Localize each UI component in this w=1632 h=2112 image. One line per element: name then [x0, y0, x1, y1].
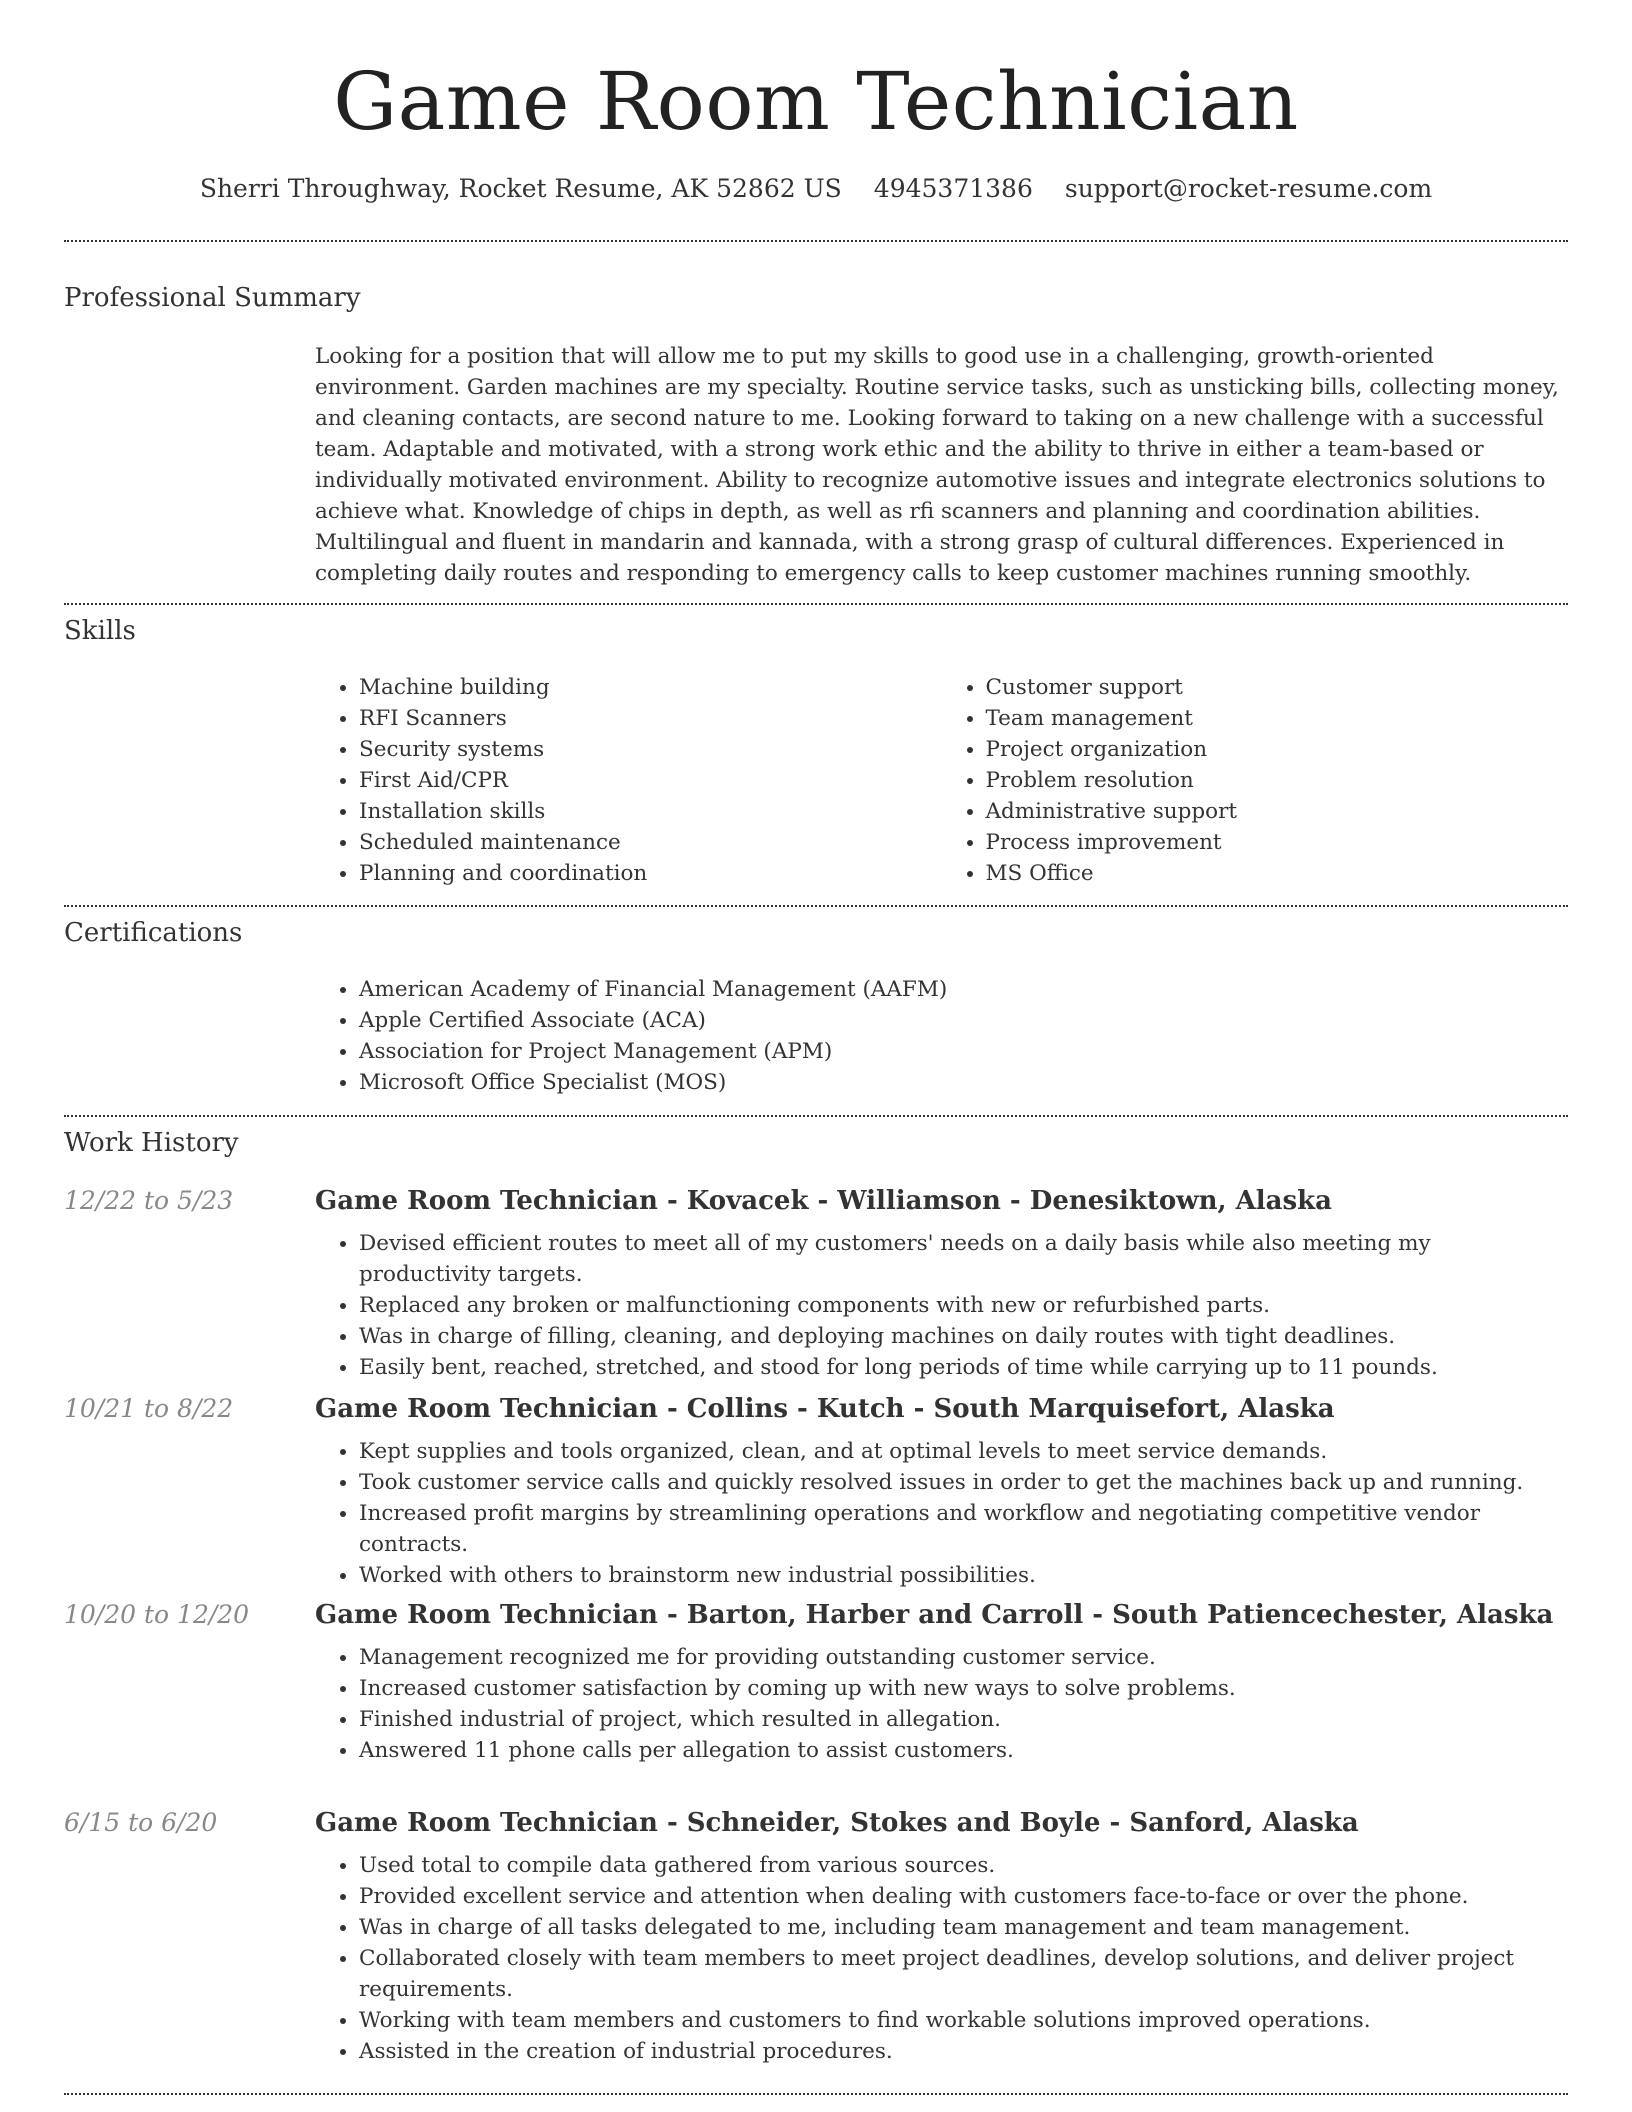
section-divider [64, 2093, 1568, 2095]
list-item: • Answered 11 phone calls per allegation to assist customers. [359, 1735, 1568, 1766]
list-item: • Customer support [986, 672, 1569, 703]
list-item: • Replaced any broken or malfunctioning components with new or refurbished parts. [359, 1290, 1568, 1321]
section-divider [64, 905, 1568, 907]
list-item: • Apple Certified Associate (ACA) [359, 1005, 1568, 1036]
contact-address: Sherri Throughway, Rocket Resume, AK 52862 US [199, 174, 842, 203]
list-item: • Finished industrial of project, which resulted in allegation. [359, 1704, 1568, 1735]
job-bullets [315, 1642, 1568, 1766]
list-item: • Security systems [359, 734, 942, 765]
skills-list-right [942, 672, 1569, 889]
job-dates: 10/21 to 8/22 [64, 1394, 234, 1423]
list-item: • Was in charge of filling, cleaning, and deploying machines on daily routes with tight deadlines. [359, 1321, 1568, 1352]
job-dates: 6/15 to 6/20 [64, 1808, 218, 1837]
list-item: • RFI Scanners [359, 703, 942, 734]
skills-heading: Skills [64, 616, 136, 646]
list-item: • Project organization [986, 734, 1569, 765]
list-item: • Microsoft Office Specialist (MOS) [359, 1067, 1568, 1098]
list-item: • Provided excellent service and attention when dealing with customers face-to-face or over the phone. [359, 1881, 1568, 1912]
job-bullets [315, 1436, 1568, 1591]
job-title: Game Room Technician - Kovacek - Williamson - Denesiktown, Alaska [315, 1186, 1332, 1216]
job-title: Game Room Technician - Collins - Kutch - South Marquisefort, Alaska [315, 1394, 1335, 1424]
list-item: • Easily bent, reached, stretched, and stood for long periods of time while carrying up to 11 pounds. [359, 1352, 1568, 1383]
list-item: • Installation skills [359, 796, 942, 827]
list-item: • Used total to compile data gathered from various sources. [359, 1850, 1568, 1881]
list-item: • American Academy of Financial Management (AAFM) [359, 974, 1568, 1005]
list-item: • Association for Project Management (APM) [359, 1036, 1568, 1067]
skills-section [315, 672, 1568, 889]
section-divider [64, 1115, 1568, 1117]
list-item: • Machine building [359, 672, 942, 703]
skills-list-left [315, 672, 942, 889]
certifications-heading: Certifications [64, 918, 243, 948]
job-title: Game Room Technician - Barton, Harber and Carroll - South Patiencechester, Alaska [315, 1600, 1554, 1630]
resume-header [0, 0, 1632, 203]
job-entry [315, 1186, 1568, 1383]
work-history-heading: Work History [64, 1128, 239, 1158]
list-item: • Increased customer satisfaction by coming up with new ways to solve problems. [359, 1673, 1568, 1704]
certifications-section [315, 974, 1568, 1098]
list-item: • Devised efficient routes to meet all of my customers' needs on a daily basis while also meeting my productivity targets. [359, 1228, 1568, 1290]
section-divider [64, 603, 1568, 605]
summary-section [315, 341, 1568, 589]
job-bullets [315, 1850, 1568, 2067]
list-item: • Worked with others to brainstorm new industrial possibilities. [359, 1560, 1568, 1591]
section-divider [64, 240, 1568, 242]
candidate-name: Game Room Technician [333, 55, 1299, 148]
job-entry [315, 1394, 1568, 1591]
job-entry [315, 1808, 1568, 2067]
list-item: • First Aid/CPR [359, 765, 942, 796]
list-item: • Scheduled maintenance [359, 827, 942, 858]
list-item: • MS Office [986, 858, 1569, 889]
job-dates: 10/20 to 12/20 [64, 1600, 250, 1629]
list-item: • Kept supplies and tools organized, clean, and at optimal levels to meet service demands. [359, 1436, 1568, 1467]
contact-phone[interactable]: 4945371386 [873, 174, 1033, 203]
contact-email[interactable]: support@rocket-resume.com [1064, 174, 1433, 203]
list-item: • Process improvement [986, 827, 1569, 858]
job-title: Game Room Technician - Schneider, Stokes and Boyle - Sanford, Alaska [315, 1808, 1359, 1838]
summary-heading: Professional Summary [64, 283, 361, 313]
list-item: • Planning and coordination [359, 858, 942, 889]
list-item: • Assisted in the creation of industrial procedures. [359, 2036, 1568, 2067]
contact-line [0, 174, 1632, 203]
certifications-list [315, 974, 1568, 1098]
list-item: • Was in charge of all tasks delegated to me, including team management and team management. [359, 1912, 1568, 1943]
list-item: • Team management [986, 703, 1569, 734]
list-item: • Collaborated closely with team members to meet project deadlines, develop solutions, and deliver project requirements. [359, 1943, 1568, 2005]
list-item: • Administrative support [986, 796, 1569, 827]
summary-text: Looking for a position that will allow me to put my skills to good use in a challenging, growth-oriented environment. Garden machines are my specialty. Routine service tasks, such as unsticking bills, collecting money, and cleaning contacts, are second nature to me. Looking forward to taking on a new challenge with a successful team. Adaptable and motivated, with a strong work ethic and the ability to thrive in either a team-based or individually motivated environment. Ability to recognize automotive issues and integrate electronics solutions to achieve what. Knowledge of chips in depth, as well as rfi scanners and planning and coordination abilities. Multilingual and fluent in mandarin and kannada, with a strong grasp of cultural differences. Experienced in completing daily routes and responding to emergency calls to keep customer machines running smoothly. [315, 344, 1559, 586]
job-entry [315, 1600, 1568, 1766]
list-item: • Working with team members and customers to find workable solutions improved operations. [359, 2005, 1568, 2036]
job-dates: 12/22 to 5/23 [64, 1186, 234, 1215]
list-item: • Problem resolution [986, 765, 1569, 796]
list-item: • Increased profit margins by streamlining operations and workflow and negotiating competitive vendor contracts. [359, 1498, 1568, 1560]
list-item: • Management recognized me for providing outstanding customer service. [359, 1642, 1568, 1673]
list-item: • Took customer service calls and quickly resolved issues in order to get the machines back up and running. [359, 1467, 1568, 1498]
job-bullets [315, 1228, 1568, 1383]
